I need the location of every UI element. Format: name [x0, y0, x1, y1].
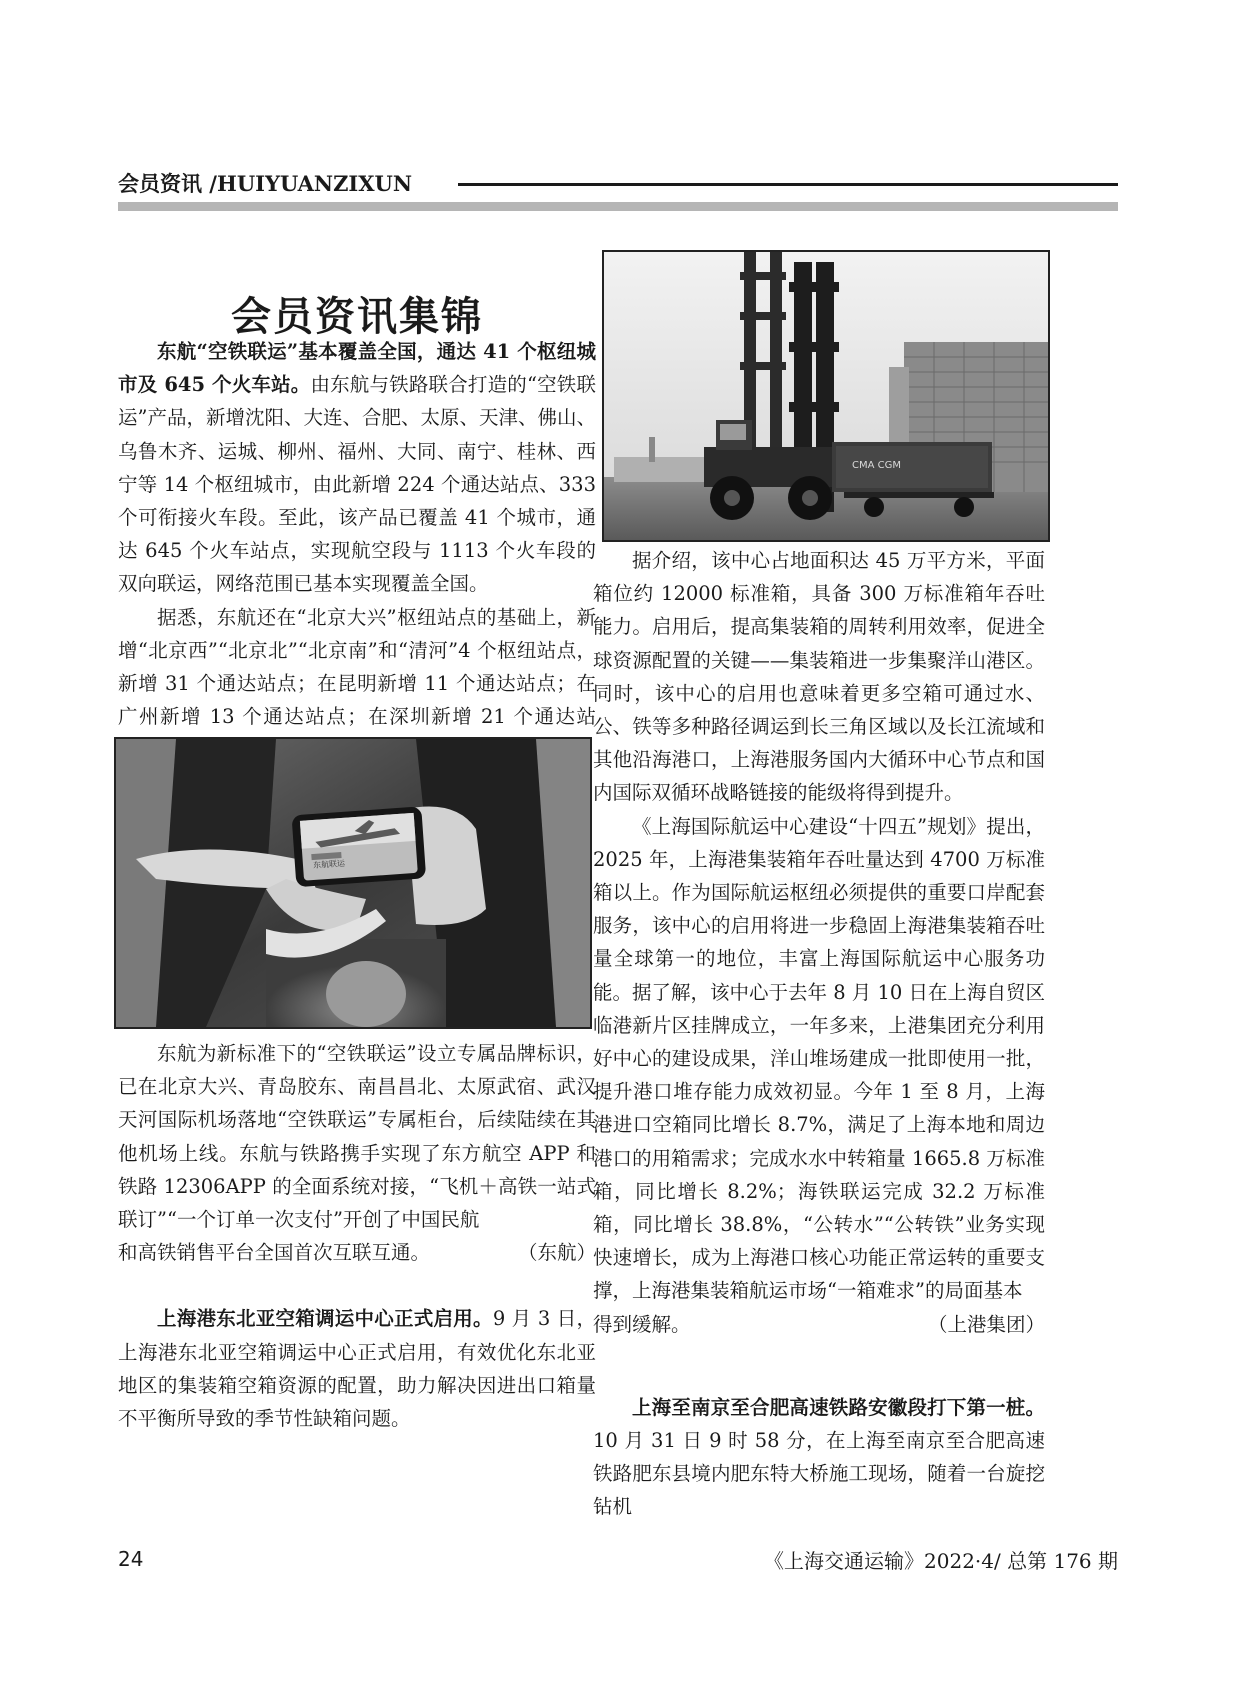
article-1-last-text: 和高铁销售平台全国首次互联互通。 — [118, 1241, 431, 1265]
journal-issue: 《上海交通运输》2022·4/ 总第 176 期 — [764, 1549, 1118, 1573]
article-1-body: 由东航与铁路联合打造的“空铁联运”产品，新增沈阳、大连、合肥、太原、天津、佛山、乌鲁木齐、运城、柳州、福州、大同、南宁、桂林、西宁等 14 个枢纽城市，由此新增 224 个通达站点、333 个可衔接火车段。至此，该产品已覆盖 41 个城市，通达 645 个火车站点，实现航空段与 1113 个火车段的双向联运，网络范围已基本实现覆盖全国。 — [118, 373, 596, 596]
left-column-bottom — [118, 1037, 596, 1435]
left-column-top — [118, 335, 596, 767]
page-title: 会员资讯集锦 — [231, 293, 483, 340]
page-number: 24 — [118, 1547, 144, 1571]
article-1-headline: 东航“空铁联运”基本覆盖全国，通达 41 个枢纽城市及 645 个火车站。 — [118, 340, 596, 397]
article-2-paragraph-1 — [118, 1302, 596, 1435]
article-2-credit: （上港集团） — [927, 1312, 1045, 1336]
article-2-headline: 上海港东北亚空箱调运中心正式启用。 — [157, 1307, 493, 1331]
article-1-paragraph-3: 东航为新标准下的“空铁联运”设立专属品牌标识，已在北京大兴、青岛胶东、南昌昌北、太原武宿、武汉天河国际机场落地“空铁联运”专属柜台，后续陆续在其他机场上线。东航与铁路携手实现了东方航空 APP 和铁路 12306APP 的全面系统对接，“飞机＋高铁一站式联订”“一个订单一次支付”开创了中国民航 — [118, 1042, 596, 1232]
article-1-paragraph-1 — [118, 335, 596, 601]
right-column — [593, 544, 1045, 1524]
container-brand-text: CMA CGM — [852, 460, 901, 471]
article-1-paragraph-2: 据悉，东航还在“北京大兴”枢纽站点的基础上，新增“北京西”“北京北”“北京南”和“清河”4 个枢纽站点，新增 31 个通达站点；在昆明新增 11 个通达站点；在广州新增 13 个通达站点；在深圳新增 21 个通达站 — [118, 605, 596, 729]
article-2-body: 9 月 3 日，上海港东北亚空箱调运中心正式启用，有效优化东北亚地区的集装箱空箱资源的配置，助力解决因进出口箱量不平衡所导致的季节性缺箱问题。 — [118, 1307, 596, 1431]
article-1-credit: （东航） — [517, 1241, 596, 1265]
article-2-paragraph-3: 《上海国际航运中心建设“十四五”规划》提出，2025 年，上海港集装箱年吞吐量达到 4700 万标准箱以上。作为国际航运枢纽必须提供的重要口岸配套服务，该中心的启用将进一步稳固上海港集装箱吞吐量全球第一的地位，丰富上海国际航运中心服务功能。据了解，该中心于去年 8 月 10 日在上海自贸区临港新片区挂牌成立，一年多来，上港集团充分利用好中心的建设成果，洋山堆场建成一批即使用一批，提升港口堆存能力成效初显。今年 1 至 8 月，上海港进口空箱同比增长 8.7%，满足了上海本地和周边港口的用箱需求；完成水水中转箱量 1665.8 万标准箱，同比增长 8.2%；海铁联运完成 32.2 万标准箱，同比增长 38.8%，“公转水”“公转铁”业务实现快速增长，成为上海港口核心功能正常运转的重要支撑，上海港集装箱航运市场“一箱难求”的局面基本 — [593, 814, 1046, 1303]
article-2-last-line — [593, 1308, 1045, 1341]
photo-phone-hands-image — [116, 739, 590, 1027]
header-rule — [458, 183, 1118, 186]
article-3-body: 10 月 31 日 9 时 58 分，在上海至南京至合肥高速铁路肥东县境内肥东特大桥施工现场，随着一台旋挖钻机 — [593, 1429, 1045, 1519]
photo-container-terminal — [602, 250, 1050, 542]
phone-screen-text: 东航联运 — [312, 858, 346, 871]
article-1-last-line — [118, 1236, 596, 1269]
section-header-label: 会员资讯 /HUIYUANZIXUN — [118, 171, 413, 196]
photo-phone-hands — [114, 737, 592, 1029]
article-2-last-text: 得到缓解。 — [593, 1312, 691, 1336]
article-2-paragraph-2: 据介绍，该中心占地面积达 45 万平方米，平面箱位约 12000 标准箱，具备 300 万标准箱年吞吐能力。启用后，提高集装箱的周转利用效率，促进全球资源配置的关键——集装箱进一步集聚洋山港区。同时，该中心的启用也意味着更多空箱可通过水、公、铁等多种路径调运到长三角区域以及长江流域和其他沿海港口，上海港服务国内大循环中心节点和国内国际双循环战略链接的能级将得到提升。 — [593, 549, 1045, 805]
photo-container-terminal-image — [604, 252, 1048, 540]
header-band — [118, 202, 1118, 211]
article-3-paragraph-1 — [593, 1391, 1045, 1524]
article-3-headline: 上海至南京至合肥高速铁路安徽段打下第一桩。 — [632, 1395, 1045, 1419]
